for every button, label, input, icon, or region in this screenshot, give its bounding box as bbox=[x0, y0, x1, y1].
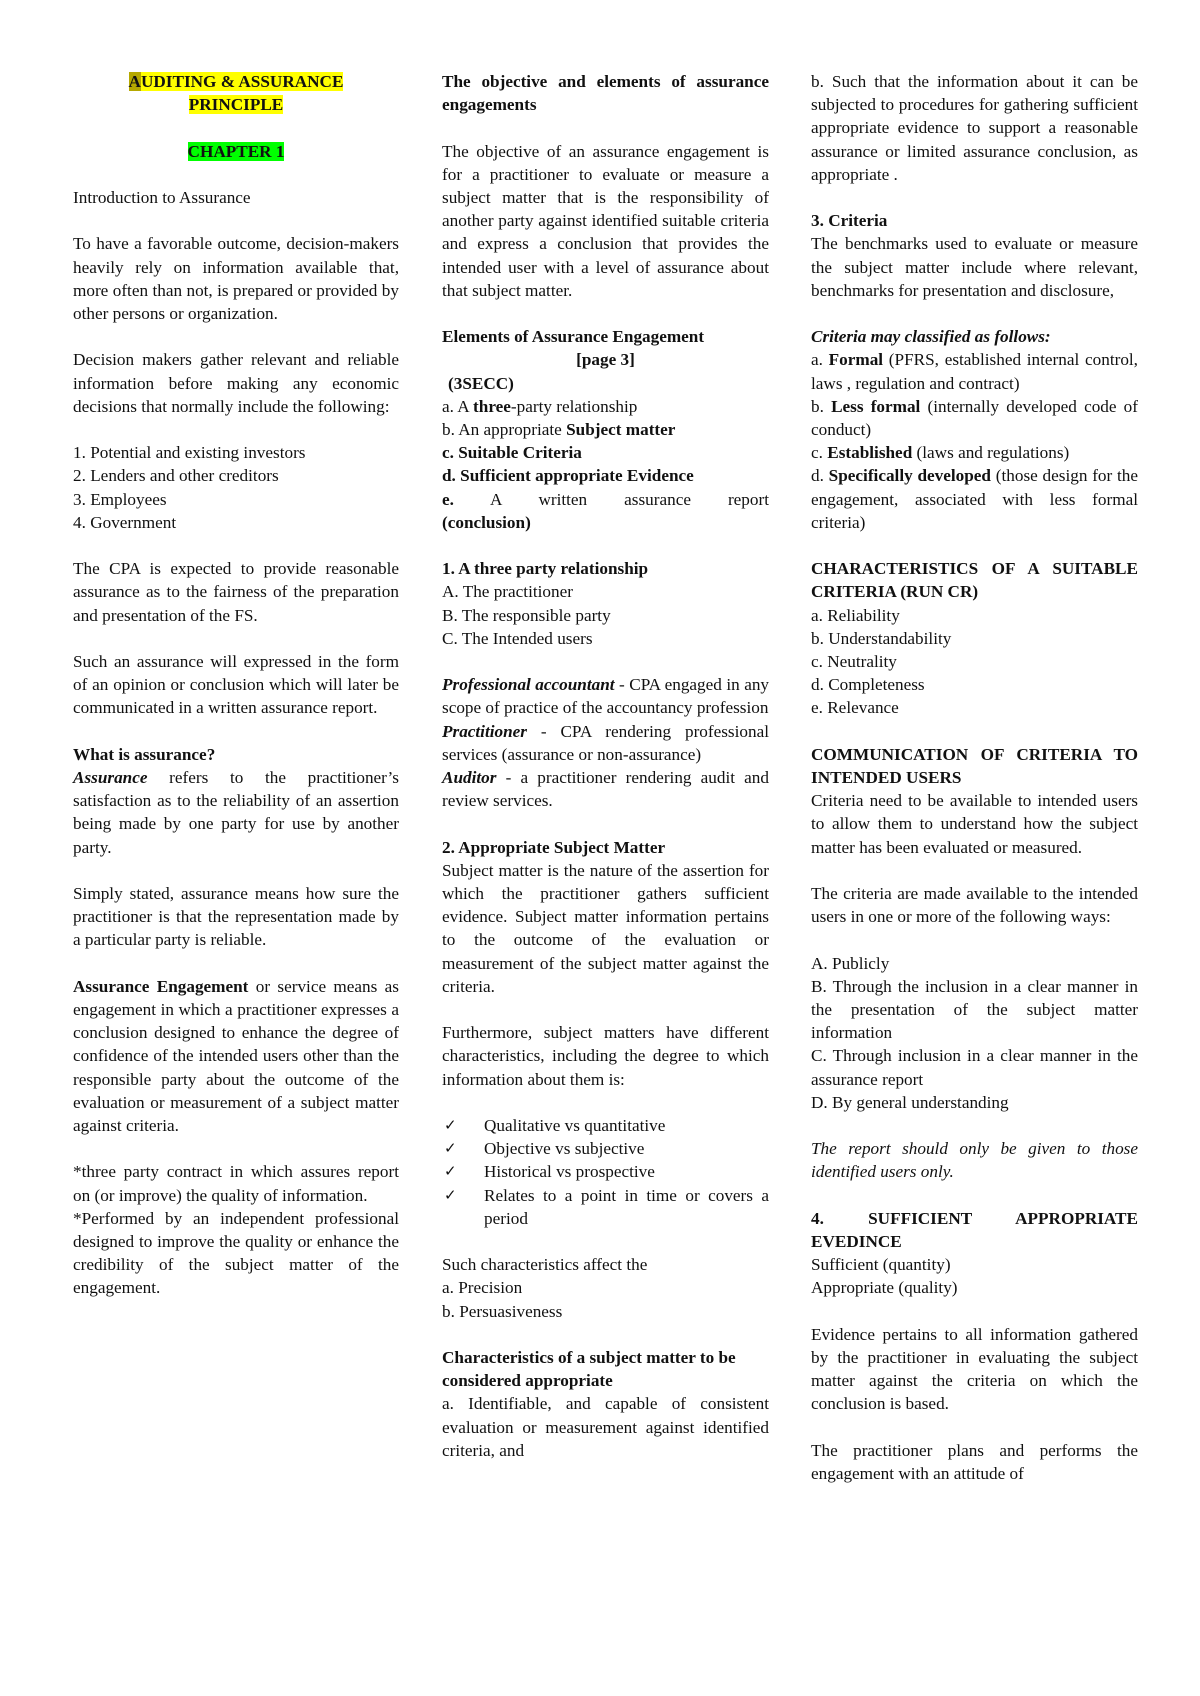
document-title-line2: PRINCIPLE bbox=[188, 95, 284, 115]
evidence-heading: 4. SUFFICIENT APPROPRIATE EVEDINCE bbox=[811, 1208, 1138, 1252]
subject-matter-text: Subject matter is the nature of the assertion for which the practitioner gathers sufficient evidence. Subject matter information pertains to the outcome of the evaluation or measurement of the subject matter against the criteria. bbox=[442, 860, 769, 996]
check-icon: ✓ bbox=[444, 1162, 457, 1181]
title-text: UDITING & ASSURANCE bbox=[140, 72, 344, 91]
check-icon: ✓ bbox=[444, 1185, 457, 1204]
check-icon: ✓ bbox=[444, 1116, 457, 1135]
communication-heading: COMMUNICATION OF CRITERIA TO INTENDED USERS bbox=[811, 744, 1138, 788]
furthermore-text: Furthermore, subject matters have different characteristics, including the degree to which information about them is: bbox=[442, 1023, 769, 1089]
plans-text: The practitioner plans and performs the engagement with an attitude of bbox=[811, 1440, 1138, 1484]
paragraph-5: Simply stated, assurance means how sure the practitioner is that the representation made by a particular party is reliable. bbox=[73, 883, 399, 950]
professional-accountant-definition: Professional accountant - CPA engaged in any scope of practice of the accountancy profession bbox=[442, 675, 770, 718]
title-capital: A bbox=[128, 72, 141, 91]
criteria-heading: 3. Criteria bbox=[811, 211, 888, 231]
classification-b: b. Less formal (internally developed code of conduct) bbox=[811, 396, 1138, 440]
three-party-heading: 1. A three party relationship bbox=[442, 559, 649, 579]
ways-intro: The criteria are made available to the intended users in one or more of the following ways: bbox=[811, 884, 1138, 927]
checklist-item: ✓ Objective vs subjective bbox=[442, 1137, 769, 1160]
column-3 bbox=[811, 70, 1138, 1485]
chapter-heading: CHAPTER 1 bbox=[187, 141, 285, 161]
list-item: A. Publicly bbox=[811, 953, 890, 973]
document-title bbox=[73, 70, 399, 93]
list-item: 2. Lenders and other creditors bbox=[73, 466, 279, 486]
list-item: A. The practitioner bbox=[442, 582, 573, 602]
paragraph-1: To have a favorable outcome, decision-makers heavily rely on information available that, more often than not, is prepared or provided by other persons or organization. bbox=[73, 234, 399, 323]
elements-heading: Elements of Assurance Engagement bbox=[442, 327, 705, 347]
element-c: c. Suitable Criteria bbox=[442, 443, 582, 463]
characteristic-b: b. Such that the information about it can be subjected to procedures for gathering sufficient appropriate evidence to support a reasonable assurance or limited assurance conclusion, as appropriate . bbox=[811, 72, 1138, 184]
classification-c: c. Established (laws and regulations) bbox=[811, 443, 1070, 463]
element-b: b. An appropriate Subject matter bbox=[442, 420, 676, 440]
classification-a: a. Formal (PFRS, established internal control, laws , regulation and contract) bbox=[811, 350, 1138, 393]
objective-heading: The objective and elements of assurance engagements bbox=[442, 72, 769, 115]
objective-text: The objective of an assurance engagement is for a practitioner to evaluate or measure a subject matter that is the responsibility of another party against identified suitable criteria and express a conclusion that provides the intended user with a level of assurance about that subject matter. bbox=[442, 141, 769, 300]
list-item: c. Neutrality bbox=[811, 652, 897, 672]
list-item: a. Precision bbox=[442, 1278, 523, 1298]
list-item: a. Reliability bbox=[811, 605, 900, 625]
evidence-text: Evidence pertains to all information gathered by the practitioner in evaluating the subject matter against the criteria on which the conclusion is based. bbox=[811, 1324, 1138, 1414]
elements-page: [page 3] bbox=[576, 350, 635, 370]
assurance-definition: Assurance refers to the practitioner’s satisfaction as to the reliability of an assertion being made by one party for use by another party. bbox=[73, 767, 399, 857]
affect-intro: Such characteristics affect the bbox=[442, 1255, 648, 1275]
list-item: e. Relevance bbox=[811, 698, 899, 718]
element-d: d. Sufficient appropriate Evidence bbox=[442, 466, 694, 486]
what-is-assurance-heading: What is assurance? bbox=[73, 744, 216, 764]
classification-d: d. Specifically developed (those design for the engagement, associated with less formal criteria) bbox=[811, 466, 1139, 532]
element-a: a. A three-party relationship bbox=[442, 396, 638, 416]
list-item: b. Understandability bbox=[811, 628, 952, 648]
intro-heading: Introduction to Assurance bbox=[73, 187, 251, 207]
criteria-text: The benchmarks used to evaluate or measure the subject matter include where relevant, benchmarks for presentation and disclosure, bbox=[811, 234, 1138, 300]
check-icon: ✓ bbox=[444, 1139, 457, 1158]
list-item: C. The Intended users bbox=[442, 628, 593, 648]
note-2: *Performed by an independent professional designed to improve the quality or enhance the credibility of the subject matter of the engagement. bbox=[73, 1208, 399, 1298]
list-item: C. Through inclusion in a clear manner in the assurance report bbox=[811, 1046, 1138, 1089]
element-e-conclusion: (conclusion) bbox=[442, 512, 531, 532]
list-item: D. By general understanding bbox=[811, 1092, 1009, 1112]
list-item: b. Persuasiveness bbox=[442, 1301, 563, 1321]
elements-code: (3SECC) bbox=[448, 373, 514, 393]
list-item: d. Completeness bbox=[811, 675, 925, 695]
list-item: 3. Employees bbox=[73, 489, 167, 509]
characteristics-heading: Characteristics of a subject matter to be considered appropriate bbox=[442, 1348, 736, 1391]
list-item: B. Through the inclusion in a clear manner in the presentation of the subject matter information bbox=[811, 976, 1138, 1043]
list-item: 1. Potential and existing investors bbox=[73, 443, 306, 463]
auditor-definition: Auditor - a practitioner rendering audit and review services. bbox=[442, 768, 769, 811]
note-1: *three party contract in which assures report on (or improve) the quality of information. bbox=[73, 1162, 399, 1205]
list-item: B. The responsible party bbox=[442, 605, 611, 625]
element-e: e. A written assurance report bbox=[442, 489, 769, 509]
suitable-criteria-heading: CHARACTERISTICS OF A SUITABLE CRITERIA (RUN CR) bbox=[811, 559, 1138, 602]
list-item: 4. Government bbox=[73, 512, 177, 532]
checklist-item: ✓ Historical vs prospective bbox=[442, 1160, 769, 1183]
paragraph-2: Decision makers gather relevant and reliable information before making any economic decisions that normally include the following: bbox=[73, 350, 399, 416]
subject-matter-heading: 2. Appropriate Subject Matter bbox=[442, 837, 666, 857]
appropriate-label: Appropriate (quality) bbox=[811, 1278, 958, 1298]
report-note: The report should only be given to those identified users only. bbox=[811, 1139, 1138, 1182]
characteristic-a: a. Identifiable, and capable of consistent evaluation or measurement against identified criteria, and bbox=[442, 1394, 769, 1460]
sufficient-label: Sufficient (quantity) bbox=[811, 1255, 951, 1275]
paragraph-3: The CPA is expected to provide reasonable assurance as to the fairness of the preparation and presentation of the FS. bbox=[73, 559, 399, 625]
column-2 bbox=[442, 70, 769, 1462]
communication-text: Criteria need to be available to intended users to allow them to understand how the subject matter has been evaluated or measured. bbox=[811, 791, 1138, 857]
paragraph-4: Such an assurance will expressed in the form of an opinion or conclusion which will later be communicated in a written assurance report. bbox=[73, 651, 399, 718]
classified-heading: Criteria may classified as follows: bbox=[811, 327, 1051, 347]
engagement-definition: Assurance Engagement or service means as engagement in which a practitioner expresses a conclusion designed to enhance the degree of confidence of the intended users other than the responsible party about the outcome of the evaluation or measurement of a subject matter against criteria. bbox=[73, 976, 399, 1135]
practitioner-definition: Practitioner - CPA rendering professional services (assurance or non-assurance) bbox=[442, 721, 769, 764]
checklist-item: ✓ Qualitative vs quantitative bbox=[442, 1114, 769, 1137]
column-1 bbox=[73, 70, 399, 1300]
checklist-item: ✓ Relates to a point in time or covers a period bbox=[442, 1184, 769, 1230]
